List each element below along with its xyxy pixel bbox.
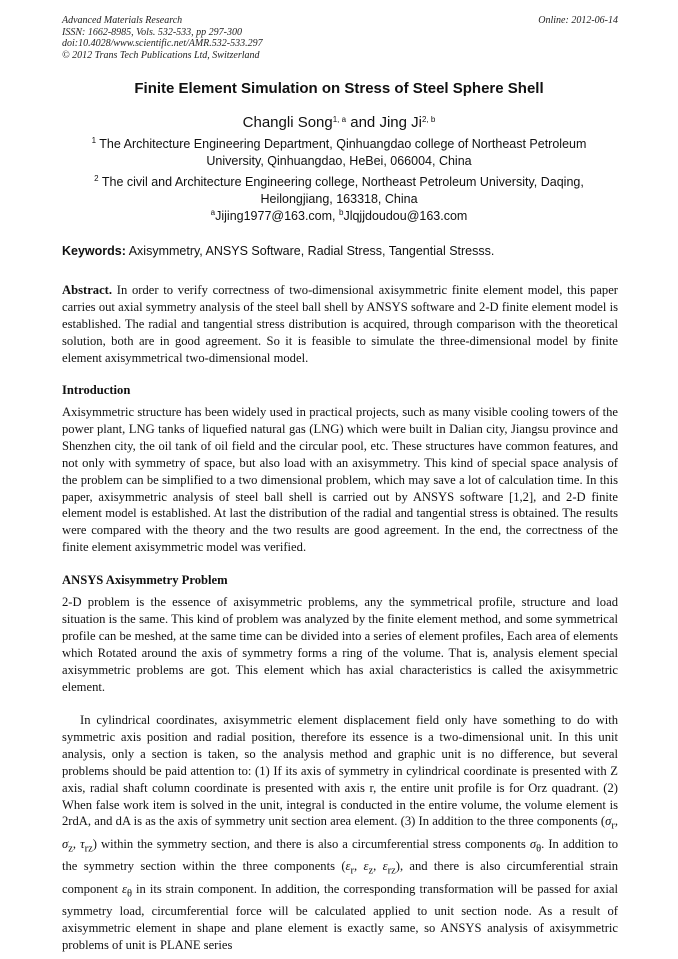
sym-sigma-r: σ (605, 814, 612, 829)
sep: , (614, 814, 618, 829)
author-line (0, 114, 678, 131)
sub-rz: rz (387, 865, 396, 877)
author-1-sup: 1, a (332, 115, 347, 124)
author-2: Jing Ji (379, 114, 422, 131)
introduction-text: Axisymmetric structure has been widely used in practical projects, such as many visible cooling towers of the power plant, LNG tanks of liquefied natural gas (LNG) which were built in Dalian city, Jiangsu province and Shenzhen city, the oil tank of oil field and the circular pool, etc. These structures have common features, and not only with symmetry of space, but also load with an axisymmetry. This kind of special space analysis of the problem can be simplified to a two dimensional problem, which may save a lot of calculation time. In this paper, axisymmetric analysis of steel ball shell is carried out by ANSYS software [1,2], and 2-D finite element model is established. At last the distribution of the radial and tangential stress is obtained. The results were compared with the theory and the two results are good agreement. In the end, the correctness of the finite element axisymmetric model was verified. (62, 405, 618, 555)
sym-eps-r: ε (345, 859, 351, 874)
introduction-heading: Introduction (62, 383, 131, 397)
ansys-paragraph-2 (62, 712, 618, 954)
sub-theta: θ (126, 888, 132, 900)
ansys-paragraph-1 (62, 594, 618, 695)
email-2[interactable]: Jlqjjdoudou@163.com (343, 209, 468, 223)
affiliation-2 (80, 174, 598, 208)
sym-eps-z: ε (363, 859, 369, 874)
affiliation-1-num: 1 (91, 136, 97, 145)
sub-z: z (368, 865, 374, 877)
email-1[interactable]: Jijing1977@163.com, (215, 209, 336, 223)
sym-eps-rz: ε (382, 859, 388, 874)
sub-theta: θ (536, 843, 542, 855)
sym-sigma-theta: σ (529, 836, 537, 851)
keywords (62, 244, 618, 258)
author-and: and (350, 114, 376, 131)
ansys-section-heading: ANSYS Axisymmetry Problem (62, 573, 228, 587)
copyright-line: © 2012 Trans Tech Publications Ltd, Switzerland (62, 49, 260, 61)
author-2-sup: 2, b (421, 115, 436, 124)
sym-eps-theta: ε (122, 881, 127, 896)
abstract (62, 282, 618, 367)
author-1: Changli Song (242, 114, 333, 131)
abstract-label: Abstract. (62, 283, 113, 297)
journal-name: Advanced Materials Research (62, 15, 183, 26)
sep: , (373, 859, 383, 874)
paper-title: Finite Element Simulation on Stress of Steel Sphere Shell (134, 80, 544, 97)
sym-tau-rz: τ (80, 836, 85, 851)
sub-z: z (68, 843, 73, 855)
keywords-label: Keywords: (62, 244, 126, 258)
issn-line: ISSN: 1662-8985, Vols. 532-533, pp 297-300 (62, 26, 242, 38)
affiliation-1-text: The Architecture Engineering Department, Qinhuangdao college of Northeast Petroleum University, Qinhuangdao, HeBei, 066004, China (99, 137, 587, 168)
doi-line: doi:10.4028/www.scientific.net/AMR.532-533.297 (62, 38, 263, 49)
ansys-paragraph-1-text: 2-D problem is the essence of axisymmetric problems, any the symmetrical profile, structure and load situation is the same. This kind of problem was analyzed by the finite element method, and some symmetrical profile can be meshed, at the same time can be divided into a series of element profiles, Each area of elements which Rotated around the axis of symmetry forms a ring of the volume. That is, analysis element special axisymmetric problems are got. This element which has axial characteristics is called the axisymmetric element. (62, 595, 618, 694)
sym-sigma-z: σ (62, 836, 69, 851)
ansys-p2-part1: In cylindrical coordinates, axisymmetric element displacement field only have something to do with symmetric axis position and radial position, therefore its essence is a two-dimensional unit. In this unit analysis, only a section is taken, so the analysis method and graphic unit is no difference, but several problems should be paid attention to: (1) If its axis of symmetry in cylindrical coordinate is presented with Z axis, radial shaft column coordinate is presented with axis r, the entire unit profile is for Orz quadrant. (2) When false work item is solved in the unit, integral is conducted in the entire volume, the volume element is 2rdA, and dA is as the axis of symmetry unit section area element. (3) In addition to the three components ( (62, 713, 618, 829)
sub-r: r (350, 865, 354, 877)
email-1-sup: a (210, 208, 216, 217)
ansys-p2-part5: in its strain component. In addition, the corresponding transformation will be passed for axial symmetry load, circumferential force will be calculated applied to unit section node. As a result of axisymmetric element in shape and plane element is exactly same, so ANSYS analysis of axisymmetric problems of unit is PLANE series (62, 881, 618, 952)
abstract-text: In order to verify correctness of two-dimensional axisymmetric finite element model, this paper carries out axial symmetry analysis of the steel ball shell by ANSYS software and 2-D finite element model is established. The radial and tangential stress distribution is acquired, through comparison with the theoretical solution, both are in good agreement. So it is feasible to simulate the three-dimensional model by finite element axisymmetrical two-dimensional model. (62, 283, 618, 365)
ansys-p2-part2: ) within the symmetry section, and there is also a circumferential stress components (92, 836, 530, 851)
sep: , (354, 859, 364, 874)
email-2-sup: b (339, 208, 344, 217)
affiliation-2-num: 2 (94, 174, 99, 183)
ansys-p2-part3: . In addition to the symmetry section within the three components ( (62, 836, 619, 874)
sub-rz: rz (84, 843, 93, 855)
online-date: Online: 2012-06-14 (538, 15, 618, 26)
journal-header (62, 15, 618, 61)
sep: , (72, 836, 81, 851)
affiliation-1 (80, 136, 598, 170)
keywords-text: Axisymmetry, ANSYS Software, Radial Stress, Tangential Stresss. (128, 244, 495, 258)
introduction-paragraph (62, 404, 618, 556)
email-line (0, 209, 678, 223)
ansys-p2-part4: ), and there is also circumferential strain component (62, 859, 619, 896)
sub-r: r (611, 820, 615, 832)
affiliation-2-text: The civil and Architecture Engineering college, Northeast Petroleum University, Daqing, Heilongjiang, 163318, China (101, 175, 584, 206)
